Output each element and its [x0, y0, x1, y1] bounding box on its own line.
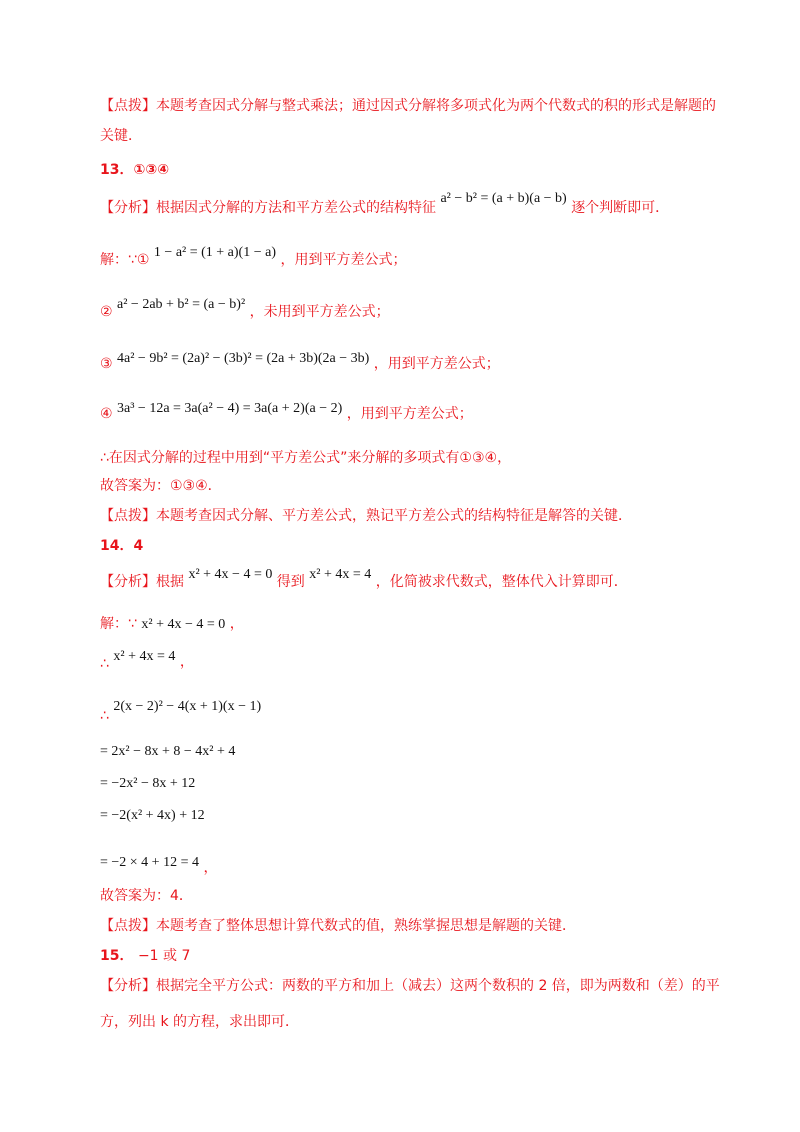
q14-tip: 【点拨】本题考查了整体思想计算代数式的值，熟练掌握思想是解题的关键． [100, 918, 576, 934]
q13-solution-2-suffix: ，未用到平方差公式； [249, 304, 390, 320]
q15-heading-prefix: 15． [100, 948, 134, 964]
q14-solution-formula-1: x² + 4x − 4 = 0 [141, 617, 226, 632]
therefore-symbol-2: ∴ [100, 708, 109, 724]
q13-analysis [100, 191, 670, 219]
q14-heading: 14．4 [100, 538, 144, 554]
tip-line-2: 关键． [100, 128, 142, 144]
q14-analysis-formula-2: x² + 4x = 4 [309, 567, 372, 582]
q13-solution-prefix: 解：∵① [100, 252, 150, 268]
q14-step-1: = 2x² − 8x + 8 − 4x² + 4 [100, 744, 236, 759]
therefore-symbol-1: ∴ [100, 656, 109, 672]
q13-solution-3-mark: ③ [100, 356, 113, 372]
q13-solution-4-mark: ④ [100, 406, 113, 422]
q13-solution-1-suffix: ，用到平方差公式； [280, 252, 407, 268]
q15-heading-answer: −1 或 7 [137, 948, 191, 964]
q14-solution-therefore-1: ∴ x² + 4x = 4 ， [100, 649, 194, 672]
q13-solution-3 [100, 351, 500, 375]
q13-solution-2-formula: a² − 2ab + b² = (a − b)² [117, 297, 246, 312]
q14-step-4-formula: = −2 × 4 + 12 = 4 [100, 855, 199, 870]
q13-conclusion: ∴在因式分解的过程中用到“平方差公式”来分解的多项式有①③④， [100, 450, 512, 466]
q14-solution-formula-3: 2(x − 2)² − 4(x + 1)(x − 1) [113, 699, 262, 714]
q13-tip: 【点拨】本题考查因式分解、平方差公式，熟记平方差公式的结构特征是解答的关键． [100, 508, 632, 524]
tip-line-1: 【点拨】本题考查因式分解与整式乘法；通过因式分解将多项式化为两个代数式的积的形式是解题的 [100, 98, 716, 114]
q13-analysis-prefix: 【分析】根据因式分解的方法和平方差公式的结构特征 [100, 200, 436, 216]
q14-answer: 故答案为：4． [100, 888, 193, 904]
q13-heading: 13．①③④ [100, 162, 170, 178]
q14-solution-formula-2: x² + 4x = 4 [113, 649, 176, 664]
q14-solution-given [100, 614, 244, 635]
q14-analysis-prefix: 【分析】根据 [100, 574, 184, 590]
q15-analysis-line-1: 【分析】根据完全平方公式：两数的平方和加上（减去）这两个数积的 2 倍，即为两数和（差）的平 [100, 978, 720, 994]
q13-solution-4 [100, 401, 473, 425]
q13-solution-1-formula: 1 − a² = (1 + a)(1 − a) [153, 245, 276, 260]
q13-solution-3-suffix: ，用到平方差公式； [373, 356, 500, 372]
q14-analysis-mid: 得到 [276, 574, 305, 590]
q13-solution-4-suffix: ，用到平方差公式； [346, 406, 473, 422]
q14-solution-therefore-2 [100, 696, 262, 724]
q14-step-3: = −2(x² + 4x) + 12 [100, 808, 205, 823]
q13-solution-3-formula: 4a² − 9b² = (2a)² − (3b)² = (2a + 3b)(2a − 3b) [117, 351, 370, 366]
q14-analysis-suffix: ，化简被求代数式，整体代入计算即可． [375, 574, 628, 590]
q13-answer: 故答案为：①③④． [100, 478, 222, 494]
q13-solution-2 [100, 297, 390, 323]
q13-analysis-formula: a² − b² = (a + b)(a − b) [440, 191, 567, 206]
q14-solution-prefix: 解：∵ [100, 616, 137, 632]
q14-step-2: = −2x² − 8x + 12 [100, 776, 196, 791]
q15-heading [100, 946, 190, 966]
q13-solution-2-mark: ② [100, 304, 113, 320]
q14-solution-comma: ， [229, 616, 244, 632]
q13-analysis-suffix: 逐个判断即可． [571, 200, 670, 216]
q14-step-4: = −2 × 4 + 12 = 4 ， [100, 855, 218, 876]
q13-solution-4-formula: 3a³ − 12a = 3a(a² − 4) = 3a(a + 2)(a − 2) [117, 401, 343, 416]
q14-analysis [100, 567, 628, 593]
q14-analysis-formula-1: x² + 4x − 4 = 0 [188, 567, 273, 582]
q15-analysis-line-2: 方，列出 k 的方程，求出即可． [100, 1014, 300, 1030]
q13-solution-1 [100, 245, 407, 271]
